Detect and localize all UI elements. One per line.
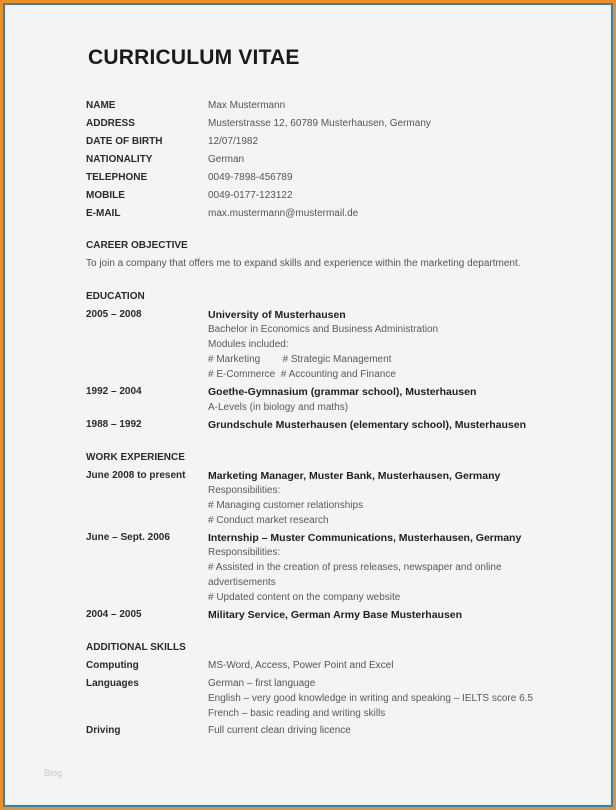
- education-title: Goethe-Gymnasium (grammar school), Musterhausen: [208, 386, 477, 398]
- work-line: # Updated content on the company website: [208, 592, 401, 603]
- detail-value: 0049-7898-456789: [208, 172, 293, 183]
- detail-value: Max Mustermann: [208, 100, 286, 111]
- detail-value: Musterstrasse 12, 60789 Musterhausen, Germany: [208, 118, 431, 129]
- education-period: 1988 – 1992: [86, 419, 142, 430]
- work-period: 2004 – 2005: [86, 609, 142, 620]
- skill-value: German – first language: [208, 678, 316, 689]
- skill-value: MS-Word, Access, Power Point and Excel: [208, 660, 394, 671]
- skill-value: Full current clean driving licence: [208, 725, 351, 736]
- education-line: Modules included:: [208, 339, 289, 350]
- detail-label: TELEPHONE: [86, 172, 148, 183]
- work-period: June – Sept. 2006: [86, 532, 170, 543]
- work-line: advertisements: [208, 577, 276, 588]
- work-line: # Managing customer relationships: [208, 500, 364, 511]
- career-objective-text: To join a company that offers me to expand skills and experience within the marketing department.: [86, 258, 521, 269]
- education-heading: EDUCATION: [86, 291, 145, 302]
- page-title: CURRICULUM VITAE: [88, 46, 300, 69]
- cv-page: [5, 5, 611, 805]
- work-line: Responsibilities:: [208, 485, 281, 496]
- education-line: # Marketing # Strategic Management: [208, 354, 392, 365]
- education-period: 1992 – 2004: [86, 386, 142, 397]
- detail-label: E-MAIL: [86, 208, 121, 219]
- work-title: Marketing Manager, Muster Bank, Musterhausen, Germany: [208, 470, 501, 482]
- work-title: Internship – Muster Communications, Musterhausen, Germany: [208, 532, 522, 544]
- detail-value: max.mustermann@mustermail.de: [208, 208, 359, 219]
- detail-value: German: [208, 154, 245, 165]
- work-line: # Assisted in the creation of press releases, newspaper and online: [208, 562, 502, 573]
- education-title: University of Musterhausen: [208, 309, 346, 321]
- detail-label: ADDRESS: [86, 118, 135, 129]
- work-experience-heading: WORK EXPERIENCE: [86, 452, 185, 463]
- education-line: A-Levels (in biology and maths): [208, 402, 349, 413]
- work-title: Military Service, German Army Base Musterhausen: [208, 609, 463, 621]
- career-objective-heading: CAREER OBJECTIVE: [86, 240, 188, 251]
- detail-label: DATE OF BIRTH: [86, 136, 163, 147]
- watermark: Blog: [44, 768, 63, 778]
- education-period: 2005 – 2008: [86, 309, 142, 320]
- additional-skills-heading: ADDITIONAL SKILLS: [86, 642, 186, 653]
- skill-line: English – very good knowledge in writing and speaking – IELTS score 6.5: [208, 693, 534, 704]
- work-line: Responsibilities:: [208, 547, 281, 558]
- work-line: # Conduct market research: [208, 515, 329, 526]
- skill-label: Computing: [86, 660, 139, 671]
- education-line: Bachelor in Economics and Business Administration: [208, 324, 439, 335]
- education-line: # E-Commerce # Accounting and Finance: [208, 369, 396, 380]
- skill-label: Languages: [86, 678, 139, 689]
- document-frame: [3, 3, 613, 807]
- detail-value: 12/07/1982: [208, 136, 259, 147]
- detail-label: NATIONALITY: [86, 154, 153, 165]
- skill-label: Driving: [86, 725, 121, 736]
- work-period: June 2008 to present: [86, 470, 186, 481]
- detail-label: MOBILE: [86, 190, 125, 201]
- education-title: Grundschule Musterhausen (elementary school), Musterhausen: [208, 419, 526, 431]
- detail-label: NAME: [86, 100, 116, 111]
- skill-line: French – basic reading and writing skills: [208, 708, 386, 719]
- detail-value: 0049-0177-123122: [208, 190, 293, 201]
